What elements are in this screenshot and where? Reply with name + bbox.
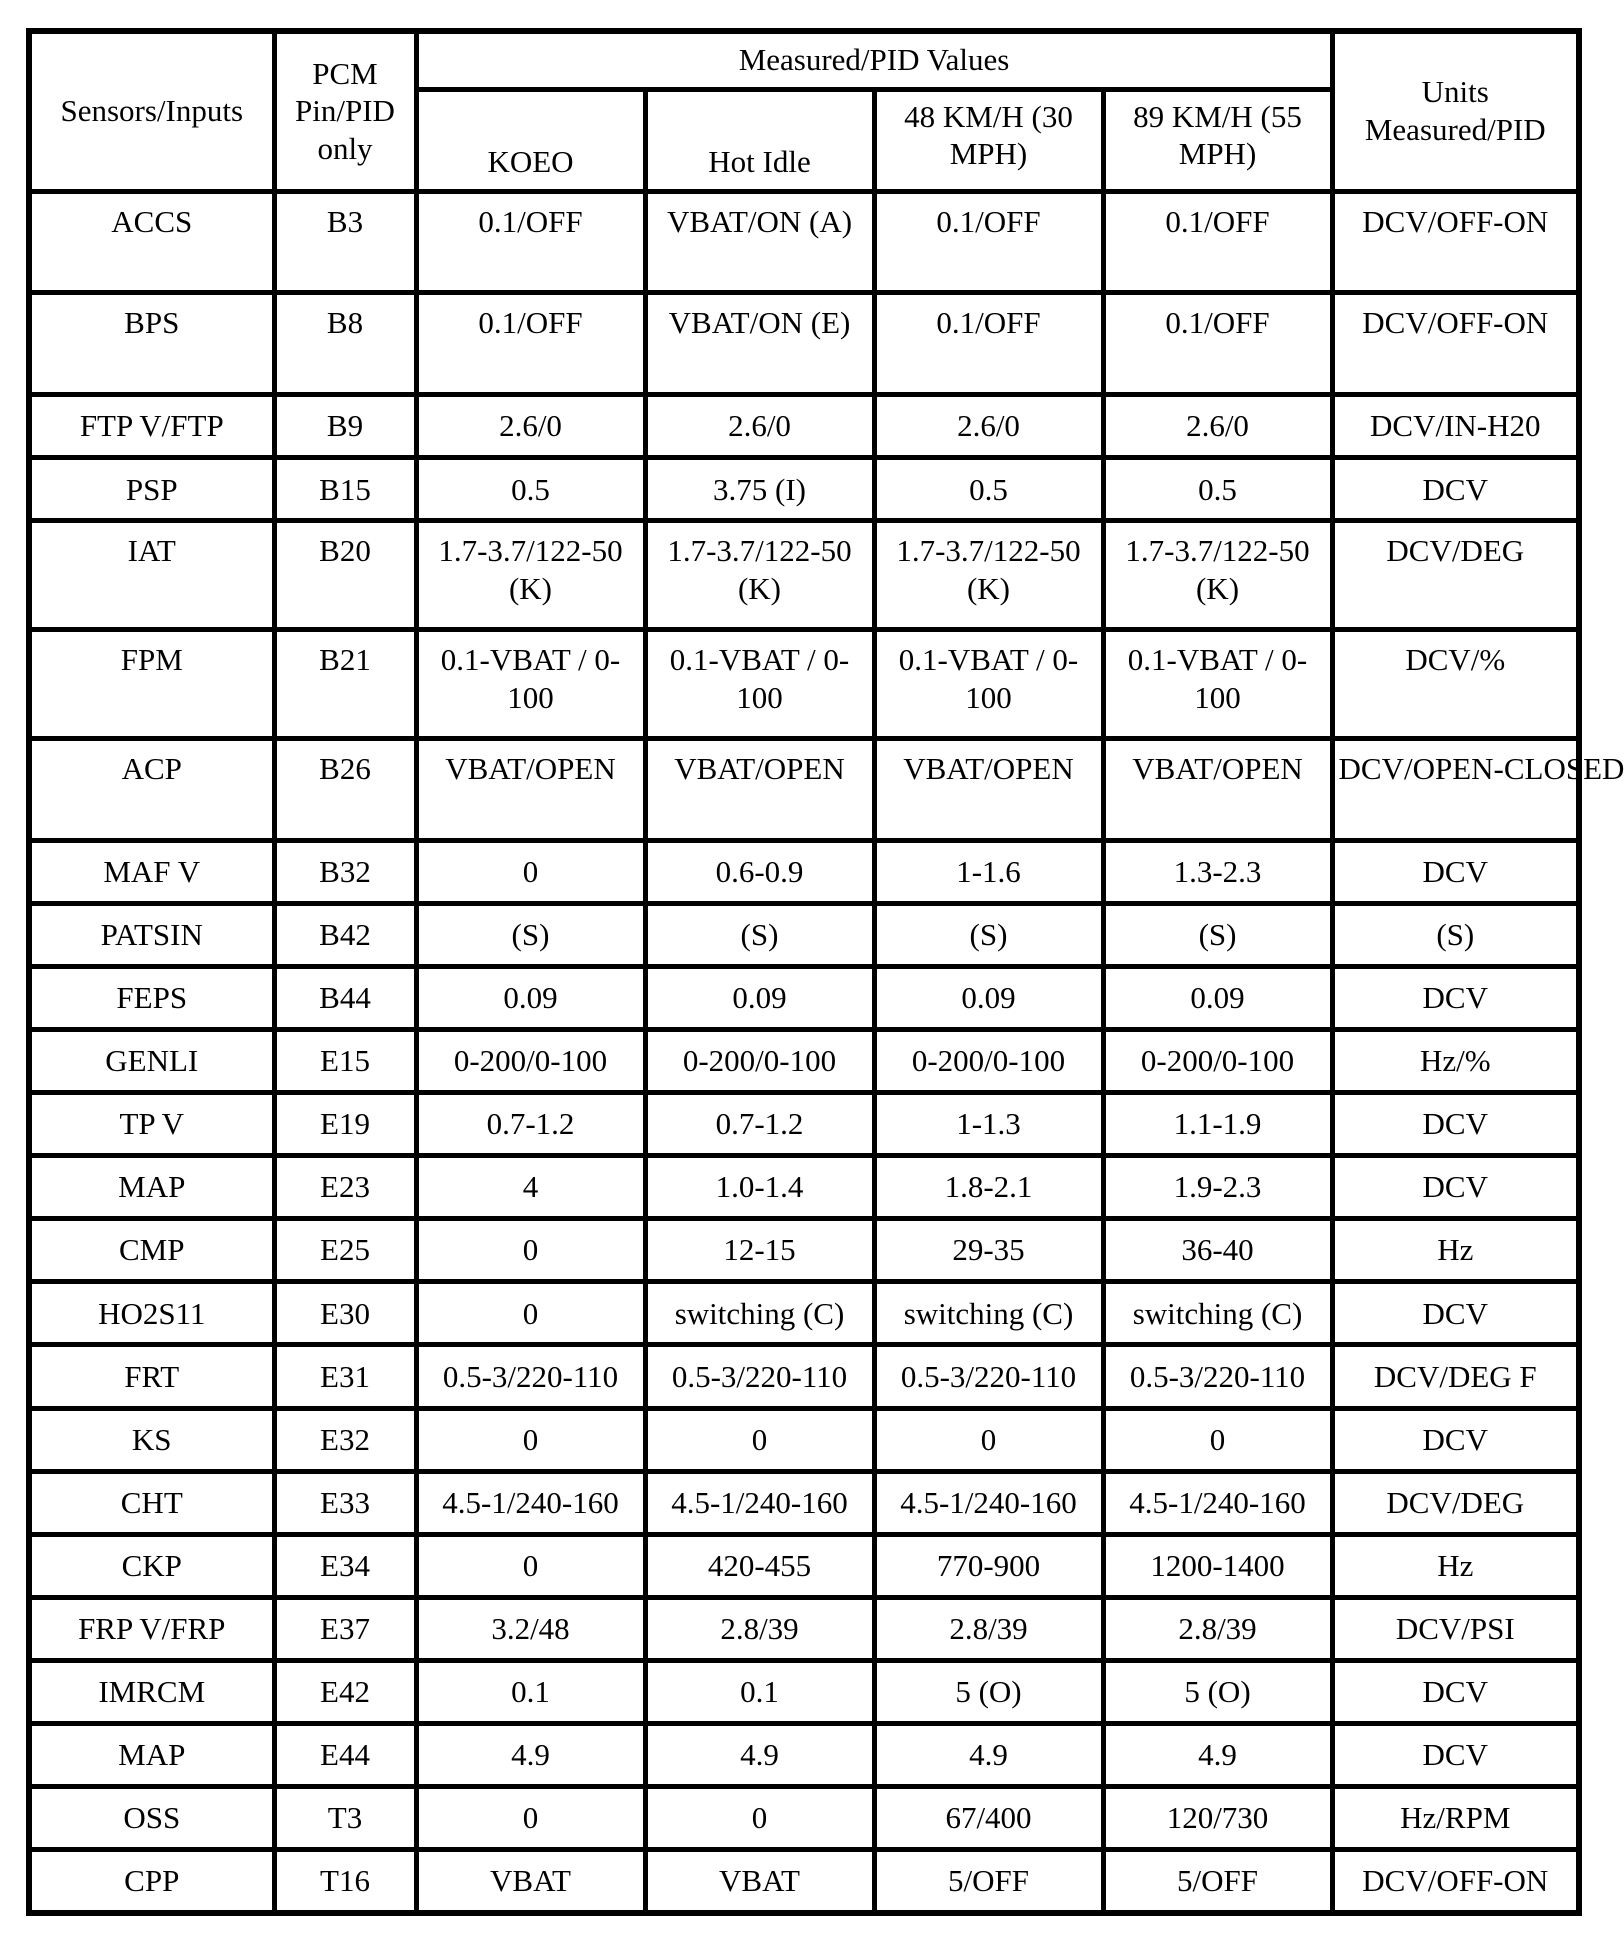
cell-pin: E19 [274,1093,416,1156]
table-row [29,1345,1579,1408]
cell-koeo: 1.7-3.7/122-50 (K) [416,521,645,630]
cell-pin: E34 [274,1534,416,1597]
cell-sensor: KS [29,1408,274,1471]
cell-units: DCV/DEG [1332,521,1579,630]
cell-48-kmh: 0.09 [874,967,1103,1030]
cell-koeo: 0 [416,1534,645,1597]
cell-sensor: CPP [29,1850,274,1913]
cell-89-kmh: 1.1-1.9 [1103,1093,1332,1156]
cell-hot-idle: 1.0-1.4 [645,1156,874,1219]
cell-koeo: 0 [416,1787,645,1850]
cell-pin: E33 [274,1471,416,1534]
cell-hot-idle: 2.8/39 [645,1597,874,1660]
cell-48-kmh: 2.8/39 [874,1597,1103,1660]
cell-hot-idle: 4.5-1/240-160 [645,1471,874,1534]
cell-sensor: MAP [29,1723,274,1786]
table-row [29,1093,1579,1156]
cell-sensor: PATSIN [29,903,274,966]
cell-89-kmh: (S) [1103,903,1332,966]
cell-hot-idle: VBAT/ON (E) [645,293,874,395]
cell-48-kmh: 5/OFF [874,1850,1103,1913]
cell-koeo: 4.5-1/240-160 [416,1471,645,1534]
cell-hot-idle: 0.7-1.2 [645,1093,874,1156]
header-48-kmh: 48 KM/H (30 MPH) [874,89,1103,191]
cell-hot-idle: 0-200/0-100 [645,1030,874,1093]
cell-pin: B44 [274,967,416,1030]
cell-48-kmh: switching (C) [874,1282,1103,1345]
cell-hot-idle: 3.75 (I) [645,458,874,521]
cell-sensor: FTP V/FTP [29,395,274,458]
cell-sensor: MAF V [29,840,274,903]
cell-units: DCV/OFF-ON [1332,293,1579,395]
cell-pin: E30 [274,1282,416,1345]
cell-pin: E15 [274,1030,416,1093]
cell-units: DCV [1332,840,1579,903]
table-row [29,1282,1579,1345]
cell-sensor: IAT [29,521,274,630]
cell-pin: B32 [274,840,416,903]
table-row [29,191,1579,293]
cell-sensor: FRP V/FRP [29,1597,274,1660]
cell-sensor: GENLI [29,1030,274,1093]
cell-48-kmh: 0.1/OFF [874,191,1103,293]
cell-units: Hz/RPM [1332,1787,1579,1850]
cell-89-kmh: 2.6/0 [1103,395,1332,458]
cell-pin: E23 [274,1156,416,1219]
cell-sensor: ACCS [29,191,274,293]
cell-sensor: PSP [29,458,274,521]
cell-koeo: 0-200/0-100 [416,1030,645,1093]
cell-hot-idle: VBAT/ON (A) [645,191,874,293]
cell-48-kmh: 0.5 [874,458,1103,521]
cell-89-kmh: 36-40 [1103,1219,1332,1282]
cell-hot-idle: 4.9 [645,1723,874,1786]
cell-units: Hz [1332,1534,1579,1597]
cell-48-kmh: 1.8-2.1 [874,1156,1103,1219]
cell-48-kmh: 1.7-3.7/122-50 (K) [874,521,1103,630]
table-row [29,395,1579,458]
table-row [29,458,1579,521]
header-sensors-inputs: Sensors/Inputs [29,31,274,191]
cell-units: DCV [1332,1282,1579,1345]
cell-pin: B21 [274,630,416,739]
cell-89-kmh: 0.5-3/220-110 [1103,1345,1332,1408]
cell-koeo: 0 [416,1282,645,1345]
cell-koeo: 0.1/OFF [416,293,645,395]
cell-89-kmh: 1.7-3.7/122-50 (K) [1103,521,1332,630]
cell-hot-idle: 12-15 [645,1219,874,1282]
cell-koeo: 0 [416,1408,645,1471]
cell-sensor: IMRCM [29,1660,274,1723]
pid-values-table [26,28,1624,1916]
cell-sensor: TP V [29,1093,274,1156]
cell-units: Hz/% [1332,1030,1579,1093]
cell-units: DCV [1332,1093,1579,1156]
cell-89-kmh: 0-200/0-100 [1103,1030,1332,1093]
header-koeo: KOEO [416,89,645,191]
cell-48-kmh: 2.6/0 [874,395,1103,458]
cell-pin: E32 [274,1408,416,1471]
cell-pin: E31 [274,1345,416,1408]
cell-hot-idle: 0.1 [645,1660,874,1723]
cell-48-kmh: (S) [874,903,1103,966]
cell-48-kmh: 4.9 [874,1723,1103,1786]
cell-koeo: 0.5-3/220-110 [416,1345,645,1408]
cell-koeo: VBAT [416,1850,645,1913]
cell-pin: B3 [274,191,416,293]
cell-sensor: OSS [29,1787,274,1850]
cell-pin: E44 [274,1723,416,1786]
cell-units: (S) [1332,903,1579,966]
table-header [29,31,1579,191]
header-89-kmh: 89 KM/H (55 MPH) [1103,89,1332,191]
header-measured-pid-values: Measured/PID Values [416,31,1332,89]
cell-89-kmh: 5/OFF [1103,1850,1332,1913]
cell-units: DCV [1332,1723,1579,1786]
cell-units: DCV/% [1332,630,1579,739]
cell-koeo: 2.6/0 [416,395,645,458]
cell-48-kmh: 770-900 [874,1534,1103,1597]
cell-units: DCV [1332,1408,1579,1471]
cell-sensor: CMP [29,1219,274,1282]
cell-koeo: 0.1-VBAT / 0-100 [416,630,645,739]
cell-pin: B26 [274,738,416,840]
cell-pin: T16 [274,1850,416,1913]
cell-89-kmh: 1.3-2.3 [1103,840,1332,903]
table-row [29,903,1579,966]
cell-48-kmh: 0.1/OFF [874,293,1103,395]
cell-sensor: FEPS [29,967,274,1030]
cell-units: DCV/IN-H20 [1332,395,1579,458]
table-row [29,1030,1579,1093]
cell-hot-idle: VBAT/OPEN [645,738,874,840]
cell-89-kmh: 1200-1400 [1103,1534,1332,1597]
cell-koeo: 4.9 [416,1723,645,1786]
cell-hot-idle: 420-455 [645,1534,874,1597]
cell-hot-idle: 0.1-VBAT / 0-100 [645,630,874,739]
table-row [29,1660,1579,1723]
cell-hot-idle: 0 [645,1408,874,1471]
cell-koeo: (S) [416,903,645,966]
cell-units: DCV/DEG [1332,1471,1579,1534]
cell-units: DCV [1332,967,1579,1030]
cell-48-kmh: 0.5-3/220-110 [874,1345,1103,1408]
table-row [29,1534,1579,1597]
cell-89-kmh: switching (C) [1103,1282,1332,1345]
cell-pin: B9 [274,395,416,458]
table-row [29,293,1579,395]
cell-units: DCV/PSI [1332,1597,1579,1660]
cell-89-kmh: 120/730 [1103,1787,1332,1850]
cell-koeo: 4 [416,1156,645,1219]
cell-koeo: 0.5 [416,458,645,521]
cell-units: DCV/OPEN-CLOSED [1332,738,1579,840]
cell-koeo: 0 [416,840,645,903]
cell-hot-idle: switching (C) [645,1282,874,1345]
cell-89-kmh: 0.1/OFF [1103,293,1332,395]
header-units-measured: Units Measured/PID [1332,31,1579,191]
cell-koeo: 3.2/48 [416,1597,645,1660]
cell-hot-idle: (S) [645,903,874,966]
cell-hot-idle: 0.09 [645,967,874,1030]
cell-units: DCV [1332,1156,1579,1219]
cell-hot-idle: 0 [645,1787,874,1850]
cell-48-kmh: 29-35 [874,1219,1103,1282]
table-row [29,1597,1579,1660]
cell-pin: B42 [274,903,416,966]
cell-pin: B20 [274,521,416,630]
cell-89-kmh: VBAT/OPEN [1103,738,1332,840]
cell-48-kmh: VBAT/OPEN [874,738,1103,840]
pid-table-frame [26,28,1624,1916]
cell-hot-idle: VBAT [645,1850,874,1913]
cell-pin: B8 [274,293,416,395]
cell-pin: T3 [274,1787,416,1850]
table-row [29,1219,1579,1282]
cell-hot-idle: 0.6-0.9 [645,840,874,903]
header-pcm-pin: PCM Pin/PID only [274,31,416,191]
cell-hot-idle: 1.7-3.7/122-50 (K) [645,521,874,630]
header-row-group [29,31,1579,89]
cell-sensor: CHT [29,1471,274,1534]
cell-units: Hz [1332,1219,1579,1282]
table-row [29,1850,1579,1913]
cell-pin: E25 [274,1219,416,1282]
table-row [29,840,1579,903]
cell-48-kmh: 1-1.6 [874,840,1103,903]
cell-units: DCV [1332,1660,1579,1723]
cell-sensor: HO2S11 [29,1282,274,1345]
cell-89-kmh: 0.1/OFF [1103,191,1332,293]
table-row [29,630,1579,739]
cell-sensor: MAP [29,1156,274,1219]
table-row [29,1723,1579,1786]
cell-koeo: 0.09 [416,967,645,1030]
cell-units: DCV/OFF-ON [1332,191,1579,293]
cell-hot-idle: 0.5-3/220-110 [645,1345,874,1408]
cell-89-kmh: 2.8/39 [1103,1597,1332,1660]
table-row [29,521,1579,630]
cell-units: DCV/DEG F [1332,1345,1579,1408]
cell-48-kmh: 0-200/0-100 [874,1030,1103,1093]
cell-89-kmh: 0 [1103,1408,1332,1471]
table-row [29,1408,1579,1471]
cell-89-kmh: 0.09 [1103,967,1332,1030]
table-row [29,1156,1579,1219]
cell-pin: B15 [274,458,416,521]
cell-koeo: VBAT/OPEN [416,738,645,840]
table-row [29,1471,1579,1534]
cell-89-kmh: 0.5 [1103,458,1332,521]
cell-sensor: FRT [29,1345,274,1408]
cell-hot-idle: 2.6/0 [645,395,874,458]
table-body [29,191,1624,1913]
cell-units: DCV [1332,458,1579,521]
cell-89-kmh: 1.9-2.3 [1103,1156,1332,1219]
cell-units: DCV/OFF-ON [1332,1850,1579,1913]
cell-48-kmh: 0.1-VBAT / 0-100 [874,630,1103,739]
header-hot-idle: Hot Idle [645,89,874,191]
cell-koeo: 0.1 [416,1660,645,1723]
cell-sensor: ACP [29,738,274,840]
cell-pin: E42 [274,1660,416,1723]
cell-sensor: FPM [29,630,274,739]
cell-koeo: 0.1/OFF [416,191,645,293]
table-row [29,1787,1579,1850]
cell-48-kmh: 5 (O) [874,1660,1103,1723]
table-row [29,738,1579,840]
cell-89-kmh: 4.9 [1103,1723,1332,1786]
cell-89-kmh: 5 (O) [1103,1660,1332,1723]
cell-89-kmh: 0.1-VBAT / 0-100 [1103,630,1332,739]
cell-89-kmh: 4.5-1/240-160 [1103,1471,1332,1534]
cell-48-kmh: 1-1.3 [874,1093,1103,1156]
cell-koeo: 0 [416,1219,645,1282]
cell-sensor: BPS [29,293,274,395]
table-row [29,967,1579,1030]
cell-koeo: 0.7-1.2 [416,1093,645,1156]
cell-48-kmh: 67/400 [874,1787,1103,1850]
cell-pin: E37 [274,1597,416,1660]
cell-sensor: CKP [29,1534,274,1597]
cell-48-kmh: 0 [874,1408,1103,1471]
cell-48-kmh: 4.5-1/240-160 [874,1471,1103,1534]
